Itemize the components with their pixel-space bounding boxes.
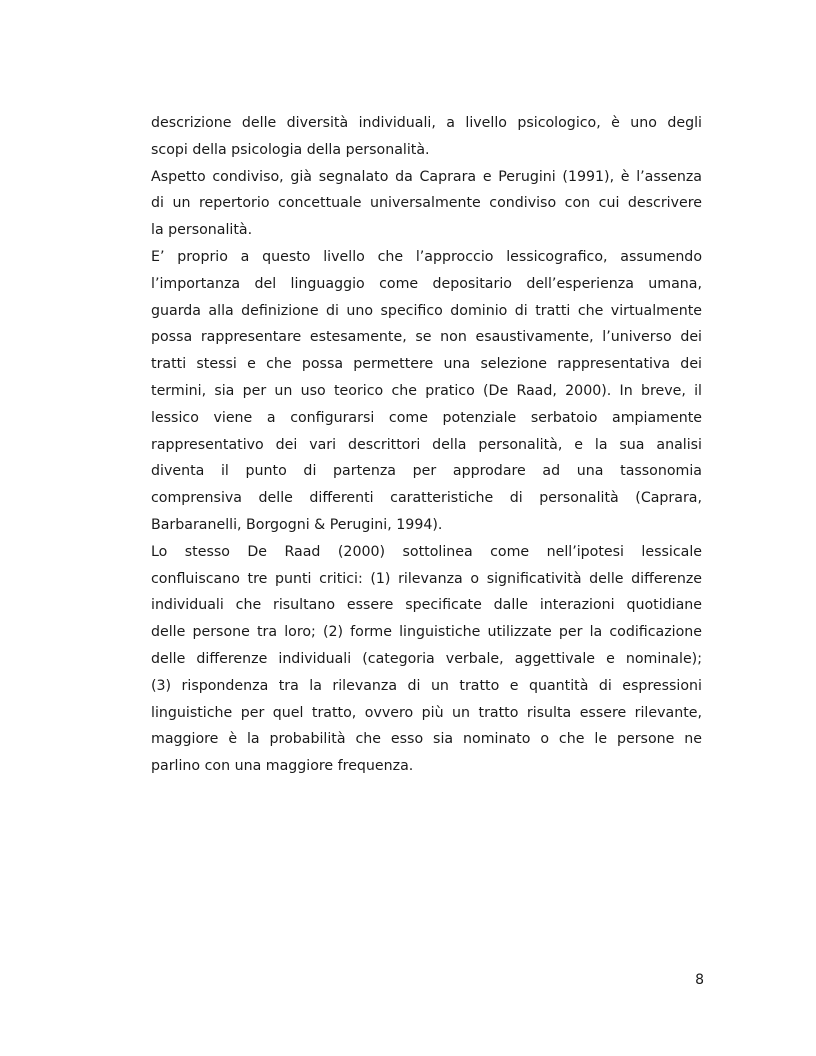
text-line: parlino con una maggiore frequenza.: [151, 758, 414, 775]
text-line: la personalità.: [151, 222, 253, 239]
text-line: Aspetto condiviso, già segnalato da Caprara e Perugini (1991), è l’assenza: [151, 168, 702, 185]
text-line: l’importanza del linguaggio come depositario dell’esperienza umana,: [151, 275, 702, 292]
text-line: E’ proprio a questo livello che l’approccio lessicografico, assumendo: [151, 248, 702, 265]
text-line: possa rappresentare estesamente, se non esaustivamente, l’universo dei: [151, 329, 702, 346]
text-line: lessico viene a configurarsi come potenziale serbatoio ampiamente: [151, 409, 702, 426]
text-line: confluiscano tre punti critici: (1) rilevanza o significatività delle differenze: [151, 570, 702, 587]
text-line: Lo stesso De Raad (2000) sottolinea come nell’ipotesi lessicale: [151, 543, 702, 560]
text-line: linguistiche per quel tratto, ovvero più un tratto risulta essere rilevante,: [151, 704, 702, 721]
text-line: Barbaranelli, Borgogni & Perugini, 1994).: [151, 516, 443, 533]
text-line: tratti stessi e che possa permettere una selezione rappresentativa dei: [151, 356, 702, 373]
body-text: [151, 110, 702, 780]
text-line: individuali che risultano essere specificate dalle interazioni quotidiane: [151, 597, 702, 614]
text-line: rappresentativo dei vari descrittori della personalità, e la sua analisi: [151, 436, 702, 453]
text-line: guarda alla definizione di uno specifico dominio di tratti che virtualmente: [151, 302, 702, 319]
text-line: descrizione delle diversità individuali, a livello psicologico, è uno degli: [151, 115, 702, 131]
text-line: diventa il punto di partenza per approdare ad una tassonomia: [151, 463, 702, 480]
text-line: di un repertorio concettuale universalmente condiviso con cui descrivere: [151, 195, 702, 212]
text-line: delle differenze individuali (categoria verbale, aggettivale e nominale);: [151, 650, 702, 667]
text-line: termini, sia per un uso teorico che pratico (De Raad, 2000). In breve, il: [151, 382, 702, 399]
text-line: maggiore è la probabilità che esso sia nominato o che le persone ne: [151, 731, 702, 748]
page-number: 8: [695, 972, 704, 988]
text-line: comprensiva delle differenti caratteristiche di personalità (Caprara,: [151, 490, 702, 507]
text-line: (3) rispondenza tra la rilevanza di un tratto e quantità di espressioni: [151, 677, 702, 694]
text-line: delle persone tra loro; (2) forme linguistiche utilizzate per la codificazione: [151, 624, 702, 641]
text-line: scopi della psicologia della personalità.: [151, 141, 430, 158]
